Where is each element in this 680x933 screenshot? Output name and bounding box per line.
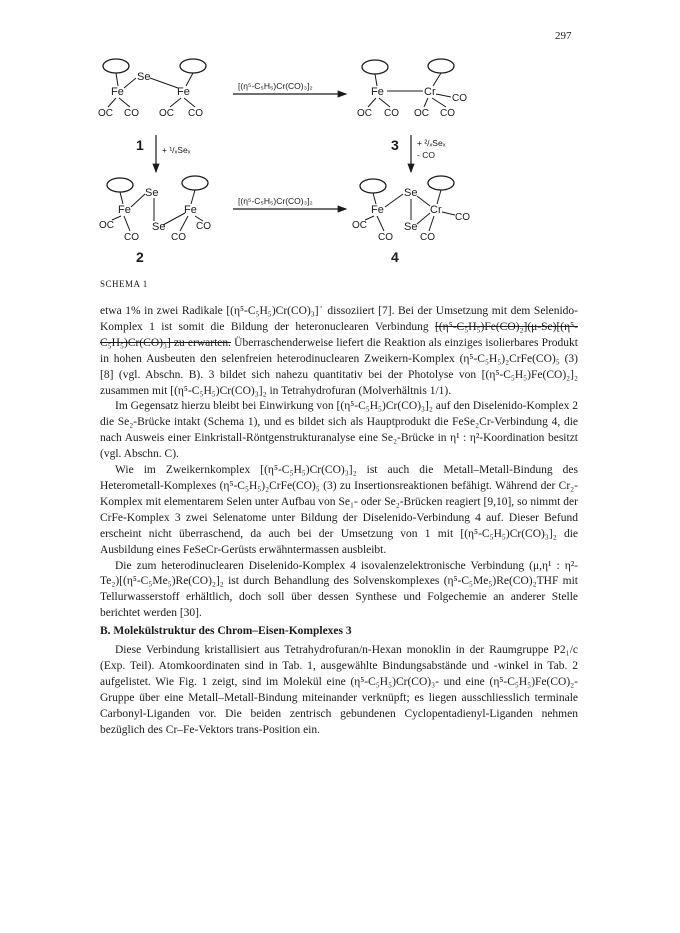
svg-text:OC: OC xyxy=(357,108,372,119)
body-text xyxy=(100,304,578,738)
compound-4-label: 4 xyxy=(391,249,399,265)
svg-text:Se: Se xyxy=(404,187,418,199)
svg-text:CO: CO xyxy=(452,93,467,104)
compound-2-structure xyxy=(99,176,211,243)
compound-1-structure xyxy=(98,59,206,119)
svg-text:CO: CO xyxy=(124,108,139,119)
svg-text:CO: CO xyxy=(188,108,203,119)
svg-text:CO: CO xyxy=(196,221,211,232)
svg-text:Se: Se xyxy=(137,71,151,83)
paragraph-4: Die zum heterodinuclearen Diselenido-Komplex 4 isovalenzelektronische Verbindung (μ,η¹ : η²-Te₂)[(η⁵-C₅Me₅)Re(CO)₂]₂ ist durch Behandlung des Solvenskomplexes (η⁵-C₅Me₅)Re(CO)₂THF mit Tellurwasserstoff erhältlich, doch soll über dessen Synthese und Folgechemie an anderer Stelle berichtet werden [30]. xyxy=(100,559,578,620)
svg-text:Cr: Cr xyxy=(424,86,436,98)
left-arrow-reagent: + ¹/ₓSeₓ xyxy=(162,145,191,155)
svg-text:OC: OC xyxy=(352,220,367,231)
top-arrow-reagent: [(η⁵-C₅H₅)Cr(CO)₃]₂ xyxy=(238,81,313,91)
svg-text:Fe: Fe xyxy=(371,86,384,98)
svg-text:Fe: Fe xyxy=(111,86,124,98)
bottom-arrow-reagent: [(η⁵-C₅H₅)Cr(CO)₃]₂ xyxy=(238,196,313,206)
scheme-caption: SCHEMA 1 xyxy=(100,279,148,289)
svg-text:CO: CO xyxy=(455,212,470,223)
section-heading: B. Molekülstruktur des Chrom–Eisen-Komplexes 3 xyxy=(100,625,352,638)
svg-text:Se: Se xyxy=(404,221,418,233)
svg-text:OC: OC xyxy=(414,108,429,119)
compound-4-structure xyxy=(352,176,470,243)
struck-formula: [(η⁵-C₅H₅)Fe(CO)₂](μ-Se)[(η⁵-C₅H₅)Cr(CO)₃] zu erwarten. xyxy=(100,320,578,349)
svg-text:Fe: Fe xyxy=(371,204,384,216)
svg-text:Fe: Fe xyxy=(177,86,190,98)
svg-text:CO: CO xyxy=(420,232,435,243)
svg-text:CO: CO xyxy=(384,108,399,119)
paragraph-2: Im Gegensatz hierzu bleibt bei Einwirkung von [(η⁵-C₅H₅)Cr(CO)₃]₂ auf den Diselenido-Komplex 2 die Se₂-Brücke intakt (Schema 1), und es bildet sich als Hauptprodukt die FeSe₂Cr-Verbindung 4, die nach Ausweis einer Einkristall-Röntgenstrukturanalyse eine Se₂-Brücke in η¹ : η²-Koordination besitzt (vgl. Abschn. C). xyxy=(100,400,578,461)
svg-text:Se: Se xyxy=(152,221,166,233)
svg-text:Fe: Fe xyxy=(184,204,197,216)
svg-text:OC: OC xyxy=(98,108,113,119)
svg-text:CO: CO xyxy=(440,108,455,119)
svg-text:Fe: Fe xyxy=(118,204,131,216)
right-arrow-reagent-2: - CO xyxy=(417,150,435,160)
svg-text:CO: CO xyxy=(171,232,186,243)
svg-text:OC: OC xyxy=(159,108,174,119)
compound-1-label: 1 xyxy=(136,137,144,153)
svg-text:CO: CO xyxy=(378,232,393,243)
svg-text:CO: CO xyxy=(124,232,139,243)
paragraph-5: Diese Verbindung kristallisiert aus Tetrahydrofuran/n-Hexan monoklin in der Raumgruppe P2₁/c (Exp. Teil). Atomkoordinaten sind in Tab. 1, ausgewählte Bindungsabstände und -winkel in Tab. 2 aufgelistet. Wie Fig. 1 zeigt, sind im Molekül eine (η⁵-C₅H₅)Cr(CO)₃- und eine (η⁵-C₅H₅)Fe(CO)₂-Gruppe über eine Metall–Metall-Bindung miteinander verknüpft; es liegen ausschliesslich terminale Carbonyl-Liganden vor. Die beiden zentrisch gebundenen Cyclopentadienyl-Liganden nehmen bezüglich des Cr–Fe-Vektors trans-Position ein. xyxy=(100,644,578,736)
right-arrow-reagent-1: + ²/ₓSeₓ xyxy=(417,138,446,148)
compound-3-label: 3 xyxy=(391,137,399,153)
paragraph-3: Wie im Zweikernkomplex [(η⁵-C₅H₅)Cr(CO)₃]₂ ist auch die Metall–Metall-Bindung des Heterometall-Komplexes (η⁵-C₅H₅)₂CrFe(CO)₅ (3) zu Insertionsreaktionen befähigt. Während der Cr₂-Komplex mit elementarem Selen unter Aufbau von Se₁- oder Se₂-Brücken reagiert [9,10], so nimmt der CrFe-Komplex 3 zwei Selenatome unter Bildung der Diselenido-Verbindung 4 auf. Dieser Befund erscheint nicht überraschend, da auch bei der Umsetzung von 1 mit [(η⁵-C₅H₅)Cr(CO)₃]₂ die Ausbildung eines FeSeCr-Gerüsts erwähntermassen ausbleibt. xyxy=(100,464,578,556)
reaction-scheme xyxy=(0,0,680,300)
page-number: 297 xyxy=(555,30,572,42)
compound-3-structure xyxy=(357,59,467,119)
compound-2-label: 2 xyxy=(136,249,144,265)
svg-text:Se: Se xyxy=(145,187,159,199)
svg-text:OC: OC xyxy=(99,220,114,231)
paragraph-1: etwa 1% in zwei Radikale [(η⁵-C₅H₅)Cr(CO)₃]˙ dissoziiert [7]. Bei der Umsetzung mit dem Selenido-Komplex 1 ist somit die Bildung der heteronuclearen Verbindung [(η⁵-C₅H₅)Fe(CO)₂](μ-Se)[(η⁵-C₅H₅)Cr(CO)₃] zu erwarten. Überraschenderweise liefert die Reaktion als einziges isolierbares Produkt in hohen Ausbeuten den selenfreien heterodinuclearen Zweikern-Komplex (η⁵-C₅H₅)₂CrFe(CO)₅ (3) [8] (vgl. Abschn. B). 3 bildet sich nahezu quantitativ bei der Photolyse von [(η⁵-C₅H₅)Fe(CO)₂]₂ zusammen mit [(η⁵-C₅H₅)Cr(CO)₃]₂ in Tetrahydrofuran (Molverhältnis 1/1). xyxy=(100,305,578,397)
svg-text:Cr: Cr xyxy=(430,204,442,216)
